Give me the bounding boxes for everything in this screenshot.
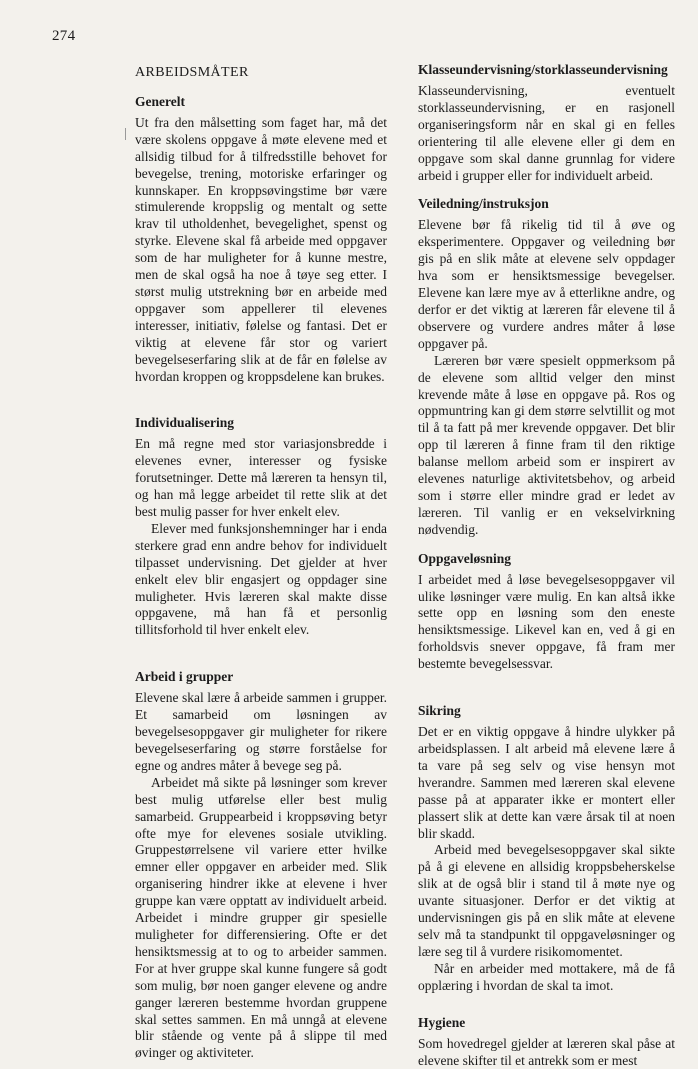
section-klasseundervisning xyxy=(418,62,675,184)
chapter-title: ARBEIDSMÅTER xyxy=(135,65,249,80)
section-heading: Oppgaveløsning xyxy=(418,550,512,566)
paragraph: Klasseundervisning, eventuelt storklasseundervisning, er en rasjonell organiseringsform når en skal gi en felles orientering til alle elevene eller gi dem en oppgave som skal danne grunnlag for videre arbeid i grupper eller for individuelt arbeid. xyxy=(418,83,675,183)
paragraph: Som hovedregel gjelder at læreren skal påse at elevene skifter til et antrekk som er mest xyxy=(418,1035,675,1068)
paragraph: Læreren bør være spesielt oppmerksom på de elevene som alltid velger den minst krevende måte å løse en oppgave på. Ros og oppmuntring kan gi dem større selvtillit og mot til å ta fatt på mer krevende oppgaver. Det blir opp til læreren å finne fram til den riktige balanse mellom arbeid som er inspirert av elevenes naturlige aktivitetsbehov, og arbeid som i større eller mindre grad er ledet av læreren. Til vanlig er en vekselvirkning nødvendig. xyxy=(418,352,675,537)
section-heading: Hygiene xyxy=(418,1014,466,1030)
right-column xyxy=(418,62,675,1069)
paragraph: I arbeidet med å løse bevegelsesoppgaver vil ulike løsninger være mulig. En kan altså ikke sette opp en løsning som den eneste hensiktsmessige. Likevel kan en, ved å gi en forholdsvis snever oppgave, få fram mer bestemte bevegelsessvar. xyxy=(418,571,675,672)
section-heading: Sikring xyxy=(418,703,461,719)
section-heading: Arbeid i grupper xyxy=(135,669,234,685)
paragraph: Elevene bør få rikelig tid til å øve og eksperimentere. Oppgaver og veiledning bør gis på en slik måte at elevene selv oppdager hva som er hensiktsmessige bevegelser. Elevene kan lære mye av å etterlikne andre, og derfor er det viktig at læreren får elevene til å observere og vurdere andres måter å løse oppgaver på. xyxy=(418,217,675,351)
page-number: 274 xyxy=(52,28,76,44)
paragraph: Elever med funksjonshemninger har i enda sterkere grad enn andre behov for individuelt tilpasset undervisning. Det gjelder at hver enkelt elev blir engasjert og oppdager sine muligheter. Hvis læreren skal makte disse oppgavene, må han få et personlig tillitsforhold til hver enkelt elev. xyxy=(135,520,387,638)
section-heading: Individualisering xyxy=(135,415,235,431)
section-generelt xyxy=(135,94,387,386)
paragraph: Når en arbeider med mottakere, må de få opplæring i hvordan de skal ta imot. xyxy=(418,960,675,993)
paragraph: Det er en viktig oppgave å hindre ulykker på arbeidsplassen. I alt arbeid må elevene lære å ta vare på seg selv og vise hensyn mot hverandre. Sammen med læreren skal elevene passe på at apparater ikke er montert eller plassert slik at dette kan være årsak til at noen blir skadd. xyxy=(418,724,675,841)
section-oppgavelosning xyxy=(418,551,675,673)
section-veiledning xyxy=(418,196,675,538)
section-hygiene xyxy=(418,1015,675,1069)
margin-mark xyxy=(125,128,126,140)
paragraph: Ut fra den målsetting som faget har, må det være skolens oppgave å møte elevene med et allsidig tilbud for å tilfredsstille behovet for bevegelse, trening, motoriske erfaringer og kunnskaper. En kroppsøvingstime bør være stimulerende kroppslig og mentalt og sette krav til utholdenhet, bevegelighet, spenst og styrke. Elevene skal få arbeide med oppgaver som de har muligheter for å kunne mestre, men de skal også ha noe å tøye seg etter. I størst mulig utstrekning bør en arbeide med oppgaver som appellerer til elevenes interesser, initiativ, følelse og fantasi. Det er viktig at elevene får stor og variert bevegelseserfaring slik at de får en følelse av hvordan kroppen og kroppsdelene kan brukes. xyxy=(135,114,387,384)
section-heading: Veiledning/instruksjon xyxy=(418,196,549,212)
section-heading: Klasseundervisning/storklasseundervisning xyxy=(418,62,668,77)
paragraph: Arbeidet må sikte på løsninger som krever best mulig utførelse eller best mulig samarbeid. Gruppearbeid i kroppsøving betyr ofte mye for elevenes sosiale utvikling. Gruppestørrelsene vil variere etter hvilke emner eller oppgaver en arbeider med. Slik organisering hindrer ikke at elevene i hver gruppe kan være opptatt av individuelt arbeid. Arbeidet i mindre grupper gir spesielle muligheter for differensiering. Ofte er det hensiktsmessig at to og to arbeider sammen. For at hver gruppe skal kunne fungere så godt som mulig, bør noen ganger elevene og andre ganger læreren bestemme hvordan gruppene skal settes sammen. En må unngå at elevene blir stående og vente på å slippe til med øvinger og aktiviteter. xyxy=(135,774,387,1061)
section-sikring xyxy=(418,703,675,995)
section-arbeid-i-grupper xyxy=(135,669,387,1062)
paragraph: En må regne med stor variasjonsbredde i elevenes evner, interesser og fysiske forutsetninger. Dette må læreren ta hensyn til, og han må legge arbeidet til rette slik at det best mulig passer for hver enkelt elev. xyxy=(135,436,387,520)
section-heading: Generelt xyxy=(135,93,185,109)
paragraph: Elevene skal lære å arbeide sammen i grupper. Et samarbeid om løsningen av bevegelsesoppgaver gir muligheter for rikere bevegelseserfaring og større forståelse for egne og andres måter å bevege seg på. xyxy=(135,690,387,773)
paragraph: Arbeid med bevegelsesoppgaver skal sikte på å gi elevene en allsidig kroppsbeherskelse slik at de også blir i stand til å møte nye og uvante situasjoner. Derfor er det viktig at undervisningen gis på en slik måte at elevene selv må ta standpunkt til oppgaveløsninger og lære seg til å vurdere risikomomentet. xyxy=(418,842,675,959)
section-individualisering xyxy=(135,415,387,639)
left-column xyxy=(135,62,387,1062)
